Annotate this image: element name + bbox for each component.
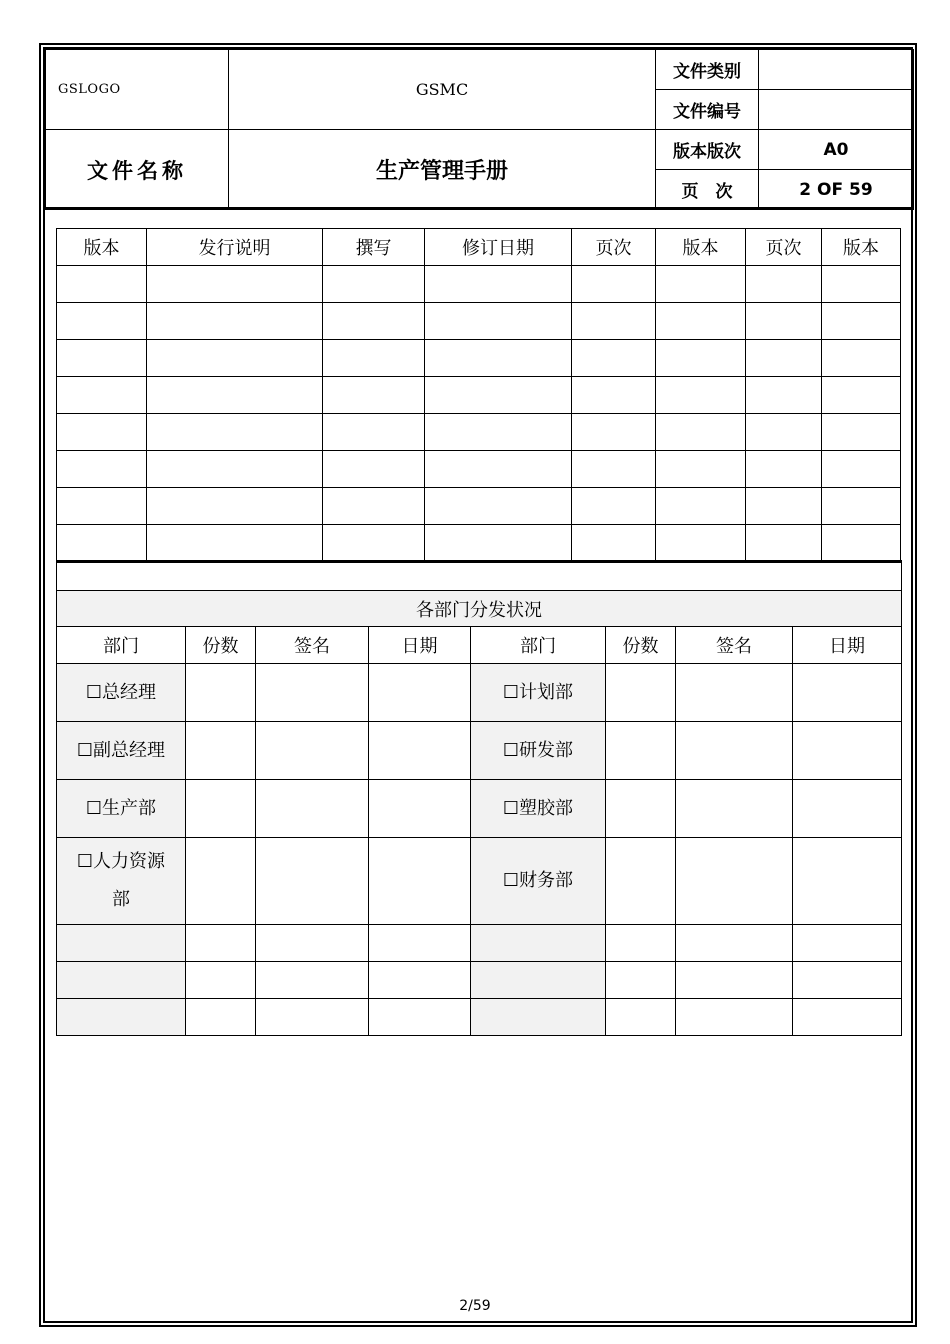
field-value-category	[759, 50, 914, 90]
distribution-row	[57, 838, 902, 925]
revision-col-header: 页次	[572, 229, 656, 266]
distribution-row	[57, 664, 902, 722]
field-label-version: 版本版次	[656, 130, 759, 170]
header-divider	[45, 207, 913, 209]
field-value-page: 2 OF 59	[759, 170, 914, 210]
distribution-col-header: 签名	[676, 627, 793, 664]
page-number: 2/59	[459, 1298, 491, 1314]
distribution-row	[57, 999, 902, 1036]
distribution-row	[57, 925, 902, 962]
document-header	[45, 49, 914, 210]
dept-checkbox-deputy-gm[interactable]: ☐副总经理	[57, 722, 186, 780]
revision-col-header: 撰写	[323, 229, 425, 266]
distribution-col-header: 日期	[793, 627, 902, 664]
field-value-version: A0	[759, 130, 914, 170]
dept-checkbox-rnd[interactable]: ☐研发部	[471, 722, 606, 780]
revision-row	[57, 340, 901, 377]
revision-col-header: 发行说明	[147, 229, 323, 266]
dept-cell-empty	[471, 999, 606, 1036]
revision-header-row	[57, 229, 901, 266]
distribution-row	[57, 962, 902, 999]
revision-table	[56, 228, 901, 563]
distribution-col-header: 签名	[256, 627, 369, 664]
distribution-spacer-row	[57, 561, 902, 591]
doc-name: 生产管理手册	[229, 130, 656, 210]
revision-row	[57, 525, 901, 563]
distribution-col-header: 份数	[186, 627, 256, 664]
distribution-col-header: 份数	[606, 627, 676, 664]
dept-checkbox-hr[interactable]: ☐人力资源部	[57, 838, 186, 925]
distribution-title-row	[57, 591, 902, 627]
distribution-col-header: 日期	[369, 627, 471, 664]
field-label-number: 文件编号	[656, 90, 759, 130]
company-logo: GSLOGO	[46, 50, 229, 130]
dept-checkbox-production[interactable]: ☐生产部	[57, 780, 186, 838]
distribution-table	[56, 560, 902, 1036]
distribution-col-header: 部门	[57, 627, 186, 664]
doc-name-label: 文件名称	[46, 130, 229, 210]
revision-row	[57, 377, 901, 414]
distribution-row	[57, 780, 902, 838]
field-value-number	[759, 90, 914, 130]
distribution-title: 各部门分发状况	[57, 591, 902, 627]
revision-col-header: 页次	[746, 229, 822, 266]
field-label-page: 页 次	[656, 170, 759, 210]
field-label-category: 文件类别	[656, 50, 759, 90]
revision-col-header: 版本	[656, 229, 746, 266]
revision-row	[57, 266, 901, 303]
revision-row	[57, 414, 901, 451]
dept-cell-empty	[57, 925, 186, 962]
dept-checkbox-finance[interactable]: ☐财务部	[471, 838, 606, 925]
organization-name: GSMC	[229, 50, 656, 130]
revision-col-header: 修订日期	[425, 229, 572, 266]
revision-row	[57, 451, 901, 488]
distribution-header-row	[57, 627, 902, 664]
revision-row	[57, 488, 901, 525]
dept-checkbox-general-manager[interactable]: ☐总经理	[57, 664, 186, 722]
revision-row	[57, 303, 901, 340]
dept-cell-empty	[57, 962, 186, 999]
dept-cell-empty	[57, 999, 186, 1036]
distribution-col-header: 部门	[471, 627, 606, 664]
dept-checkbox-planning[interactable]: ☐计划部	[471, 664, 606, 722]
distribution-row	[57, 722, 902, 780]
dept-checkbox-plastics[interactable]: ☐塑胶部	[471, 780, 606, 838]
revision-col-header: 版本	[57, 229, 147, 266]
dept-cell-empty	[471, 962, 606, 999]
revision-col-header: 版本	[822, 229, 901, 266]
dept-cell-empty	[471, 925, 606, 962]
